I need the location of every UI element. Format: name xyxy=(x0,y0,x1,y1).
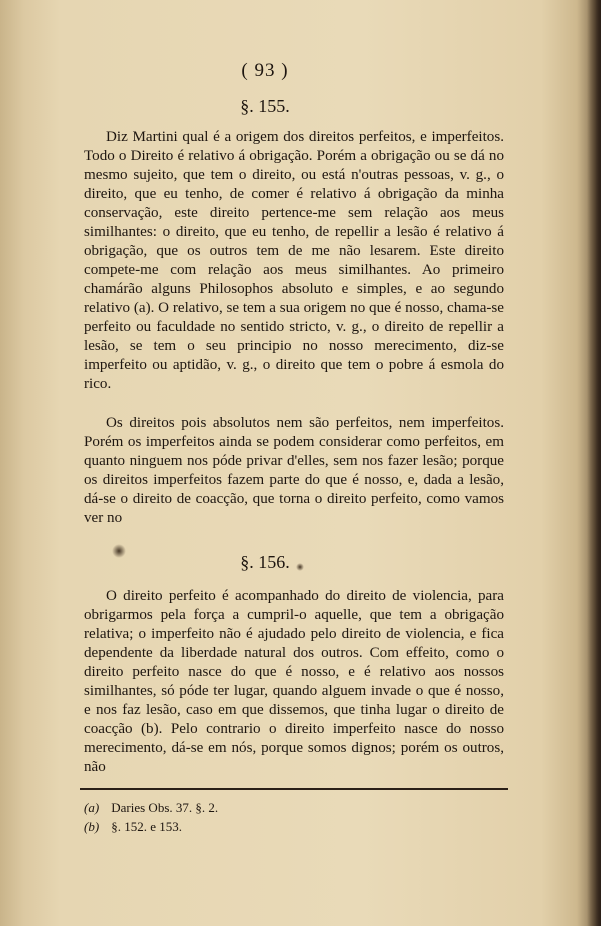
footnote-b xyxy=(84,817,218,836)
paragraph-1 xyxy=(84,128,504,394)
section-heading-155: §. 155. xyxy=(240,96,290,116)
paragraph-2 xyxy=(84,414,504,528)
paragraph-3 xyxy=(84,587,504,777)
page-spine-shadow xyxy=(587,0,601,926)
footnote-a xyxy=(84,798,218,817)
section-heading-156: §. 156. xyxy=(240,552,290,572)
footnote-divider xyxy=(80,788,508,790)
footnote-mark: (b) xyxy=(84,819,100,834)
paragraph-text: O direito perfeito é acompanhado do direito de violencia, para obrigarmos pela força a cumpril-o aquelle, que tem a obrigação relativa; o imperfeito não é ajudado pelo direito de violencia, e fica dependente da liberdade natural dos outros. Com effeito, como o direito perfeito nasce do que é nosso, e é relativo aos nossos similhantes, só póde ter lugar, quando alguem invade o que é nosso, e nos faz lesão, caso em que dissemos, que tinha lugar o direito de coacção (b). Pelo contrario o direito imperfeito nasce do nosso merecimento, dá-se em nós, porque somos dignos; porém os outros, não xyxy=(84,588,504,775)
paragraph-text: Diz Martini qual é a origem dos direitos perfeitos, e imperfeitos. Todo o Direito é relativo á obrigação. Porém a obrigação ou se dá no mesmo sujeito, que tem o direito, ou está n'outras pessoas, v. g., o direito, que eu tenho, de comer é relativo á obrigação da minha conservação, este direito pertence-me sem relação aos meus similhantes: o direito, que eu tenho, de repellir a lesão é relativo á obrigação, que os outros tem de me não lesarem. Este direito compete-me com relação aos meus similhantes. Ao primeiro chamárão alguns Philosophos absoluto e simples, e ao segundo relativo (a). O relativo, se tem a sua origem no que é nosso, chama-se perfeito ou faculdade no sentido stricto, v. g., o direito de repellir a lesão, se tem o seu principio no nosso merecimento, diz-se imperfeito ou aptidão, v. g., o direito que tem o pobre á esmola do rico. xyxy=(84,129,504,392)
footnote-text: Daries Obs. 37. §. 2. xyxy=(111,800,219,815)
footnote-text: §. 152. e 153. xyxy=(111,819,183,834)
footnote-mark: (a) xyxy=(84,800,100,815)
paragraph-text: Os direitos pois absolutos nem são perfeitos, nem imperfeitos. Porém os imperfeitos ainda se podem considerar como perfeitos, em quanto ninguem nos póde privar d'elles, sem nos fazer lesão; porque os direitos imperfeitos fazem parte do que é nosso, e, dada a lesão, dá-se o direito de coacção, que torna o direito perfeito, como vamos ver no xyxy=(84,415,504,526)
footnotes xyxy=(84,798,218,836)
page-number: ( 93 ) xyxy=(241,60,289,81)
